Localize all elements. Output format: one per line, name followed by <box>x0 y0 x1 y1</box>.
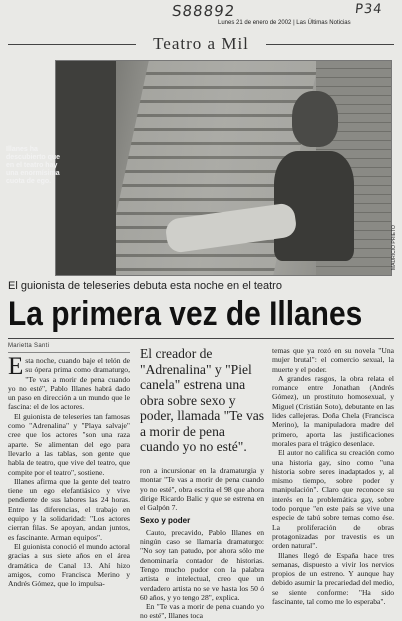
kicker: El guionista de teleseries debuta esta noche en el teatro <box>8 280 282 292</box>
byline-rule <box>8 352 130 353</box>
headline-rule <box>8 338 394 339</box>
feature-photo <box>55 60 392 276</box>
handwritten-archive-code: S88892 <box>171 2 237 20</box>
folio-line: Lunes 21 de enero de 2002 | Las Últimas Noticias <box>218 20 351 26</box>
pull-quote: El creador de "Adrenalina" y "Piel canela" estrena una obra sobre sexo y poder, llamada "Te vas a morir de pena cuando yo no esté". <box>140 346 265 454</box>
col1-paragraph-1: Esta noche, cuando baje el telón de su ópera prima como dramaturgo, "Te vas a morir de pena cuando yo no esté", Pablo Illanes habrá dado un paso en dirección a un mundo que le fascina: el de los actores. <box>8 353 130 412</box>
photo-caption: Illanes ha descubierto que en el teatro hay una enormísima cuota de ego. <box>6 146 61 185</box>
col2-paragraph-3: En "Te vas a morir de pena cuando yo no esté", Illanes toca <box>140 602 264 621</box>
col3-paragraph-2: A grandes rasgos, la obra relata el romance entre Jonathan (Andrés Gómez), un prostituto homosexual, y Miguel (Cristián Soto), debutante en las lides callejeras. Doña Chela (Francisca Merino), la manipuladora madre del primero, aporta las justificaciones morales para el trágico desenlace. <box>272 373 394 448</box>
body-column-1 <box>8 353 130 600</box>
section-rule-right <box>266 44 394 45</box>
col2-paragraph-2: Cauto, precavido, Pablo Illanes en ningún caso se llamaría dramaturgo: "No soy tan patudo, por ahora sólo me denominaría contador de historias. Tengo mucho pudor con la palabra artista e intelectual, creo que un verdadero artista no se ve hasta los 50 ó 60 años, y yo tengo 28", explica. <box>140 527 264 602</box>
col3-paragraph-4: Illanes llegó de España hace tres semanas, dispuesto a vivir los nervios propios de un estreno. Y aunque hay debido asumir la precariedad del medio, se siente conforme: "Ha sido fascinante, tal como me lo esperaba". <box>272 550 394 607</box>
dropcap: E <box>8 353 24 380</box>
handwritten-page-number: P34 <box>354 2 384 17</box>
body-column-3 <box>272 346 394 607</box>
col2-paragraph-1: ron a incursionar en la dramaturgia y montar "Te vas a morir de pena cuando yo no esté", obra escrita el 98 que ahora dirige Ricardo Balic y que se estrena en el Galpón 7. <box>140 466 264 513</box>
section-title: Teatro a Mil <box>153 34 249 53</box>
col3-paragraph-1: temas que ya rozó en su novela "Una mujer brutal": el comercio sexual, la muerte y el poder. <box>272 346 394 374</box>
col3-paragraph-3: El autor no califica su creación como una historia gay, sino como "una historia sobre seres inadaptados y, al mismo tiempo, sobre poder y manipulación". Claro que reconoce su interés en la problemática gay, sobre todo porque "en este país se vive una especie de tabú sobre temas como ése. La proliferación de obras protagonizadas por travestis es un orden natural". <box>272 448 394 551</box>
col1-paragraph-2: El guionista de teleseries tan famosas como "Adrenalina" y "Playa salvaje" cree que los actores "son una raza aparte. Se alimentan del ego para llevarlo a las tablas, son gente que habla de teatro, que vive del teatro, que compite por el teatro", sostiene. <box>8 411 130 477</box>
photo-credit: MAURICIO PRIETO <box>391 225 397 270</box>
body-column-2 <box>140 466 264 621</box>
photo-subject-head <box>292 91 338 147</box>
byline: Marietta Santi <box>8 343 50 349</box>
subhead: Sexo y poder <box>140 516 191 526</box>
section-rule-left <box>8 44 136 45</box>
col1-paragraph-4: El guionista conoció el mundo actoral gracias a sus siete años en el área dramática de Canal 13. Ahí hizo amigos, como Francisca Merino y Andrés Gómez, que lo impulsa- <box>8 541 130 589</box>
headline: La primera vez de Illanes <box>8 295 363 333</box>
col1-paragraph-3: Illanes afirma que la gente del teatro tiene un ego elefantiásico y vive pendiente de sus labores las 24 horas. Entre las diferencias, el trabajo en equipo y la solidaridad: "Los actores cierran filas. Se apoyan, andan juntos, es fascinante. Arman equipos". <box>8 476 130 542</box>
